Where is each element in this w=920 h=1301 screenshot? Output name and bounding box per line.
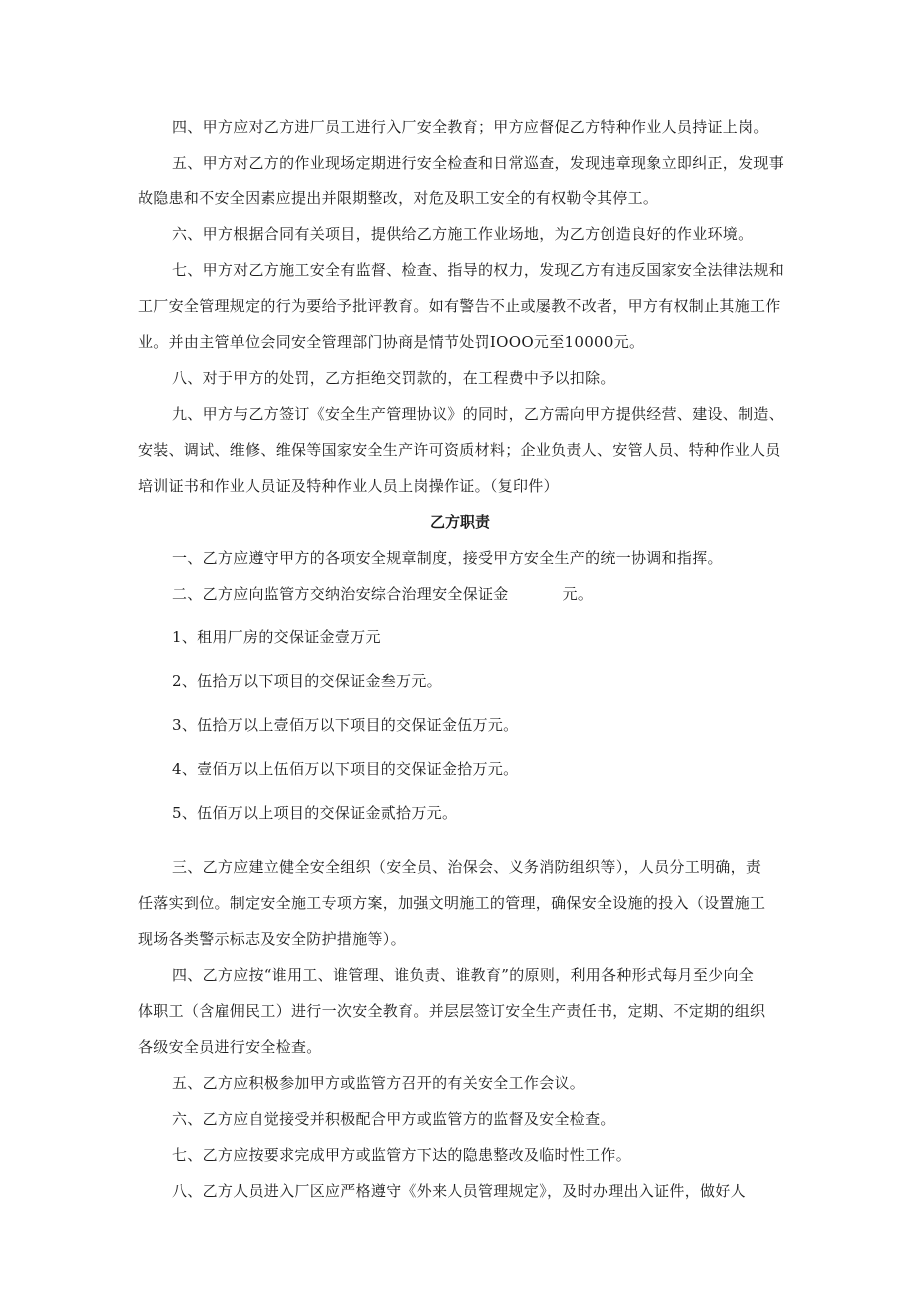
party-b-item-2 <box>172 584 593 604</box>
deposit-tier-2: 2、伍拾万以下项目的交保证金叁万元。 <box>172 672 442 690</box>
party-a-item-7-line-3: 业。并由主管单位会同安全管理部门协商是情节处罚IOOO元至10000元。 <box>138 333 645 351</box>
party-a-item-6: 六、甲方根据合同有关项目，提供给乙方施工作业场地，为乙方创造良好的作业环境。 <box>172 225 754 243</box>
party-b-item-1: 一、乙方应遵守甲方的各项安全规章制度，接受甲方安全生产的统一协调和指挥。 <box>172 549 723 567</box>
party-a-item-9-line-1: 九、甲方与乙方签订《安全生产管理协议》的同时，乙方需向甲方提供经营、建设、制造、 <box>172 405 785 423</box>
party-b-item-4-line-1: 四、乙方应按“谁用工、谁管理、谁负责、谁教育”的原则，利用各种形式每月至少向全 <box>172 966 755 984</box>
party-b-item-4-line-3: 各级安全员进行安全检查。 <box>138 1038 322 1056</box>
party-b-item-7: 七、乙方应按要求完成甲方或监管方下达的隐患整改及临时性工作。 <box>172 1146 632 1164</box>
party-a-item-4: 四、甲方应对乙方进厂员工进行入厂安全教育；甲方应督促乙方特种作业人员持证上岗。 <box>172 118 769 136</box>
party-b-item-8-line-1: 八、乙方人员进入厂区应严格遵守《外来人员管理规定》，及时办理出入证件，做好人 <box>172 1182 746 1200</box>
party-b-item-3-line-1: 三、乙方应建立健全安全组织（安全员、治保会、义务消防组织等），人员分工明确，责 <box>172 858 762 876</box>
party-a-item-8: 八、对于甲方的处罚，乙方拒绝交罚款的，在工程费中予以扣除。 <box>172 369 616 387</box>
deposit-tier-1: 1、租用厂房的交保证金壹万元 <box>172 628 381 646</box>
party-b-item-6: 六、乙方应自觉接受并积极配合甲方或监管方的监督及安全检查。 <box>172 1110 616 1128</box>
party-a-item-5-line-1: 五、甲方对乙方的作业现场定期进行安全检查和日常巡查，发现违章现象立即纠正，发现事 <box>172 154 785 172</box>
party-b-item-2-unit: 元。 <box>562 585 594 603</box>
party-b-item-3-line-3: 现场各类警示标志及安全防护措施等）。 <box>138 930 406 948</box>
party-a-item-5-line-2: 故隐患和不安全因素应提出并限期整改，对危及职工安全的有权勒令其停工。 <box>138 189 659 207</box>
party-a-item-9-line-3: 培训证书和作业人员证及特种作业人员上岗操作证。（复印件） <box>138 477 559 495</box>
section-title: 乙方职责 <box>429 513 490 531</box>
party-a-item-7-line-1: 七、甲方对乙方施工安全有监督、检查、指导的权力，发现乙方有违反国家安全法律法规和 <box>172 261 785 279</box>
deposit-tier-5: 5、伍佰万以上项目的交保证金贰拾万元。 <box>172 804 458 822</box>
party-b-item-3-line-2: 任落实到位。制定安全施工专项方案，加强文明施工的管理，确保安全设施的投入（设置施工 <box>138 894 766 912</box>
deposit-tier-4: 4、壹佰万以上伍佰万以下项目的交保证金拾万元。 <box>172 760 519 778</box>
party-b-item-2-text: 二、乙方应向监管方交纳治安综合治理安全保证金 <box>172 585 509 603</box>
party-b-item-4-line-2: 体职工（含雇佣民工）进行一次安全教育。并层层签订安全生产责任书，定期、不定期的组织 <box>138 1002 766 1020</box>
party-b-item-5: 五、乙方应积极参加甲方或监管方召开的有关安全工作会议。 <box>172 1074 586 1092</box>
party-a-item-7-line-2: 工厂安全管理规定的行为要给予批评教育。如有警告不止或屡教不改者，甲方有权制止其施工作 <box>138 297 781 315</box>
party-a-item-9-line-2: 安装、调试、维修、维保等国家安全生产许可资质材料；企业负责人、安管人员、特种作业人员 <box>138 441 781 459</box>
deposit-tier-3: 3、伍拾万以上壹佰万以下项目的交保证金伍万元。 <box>172 716 519 734</box>
